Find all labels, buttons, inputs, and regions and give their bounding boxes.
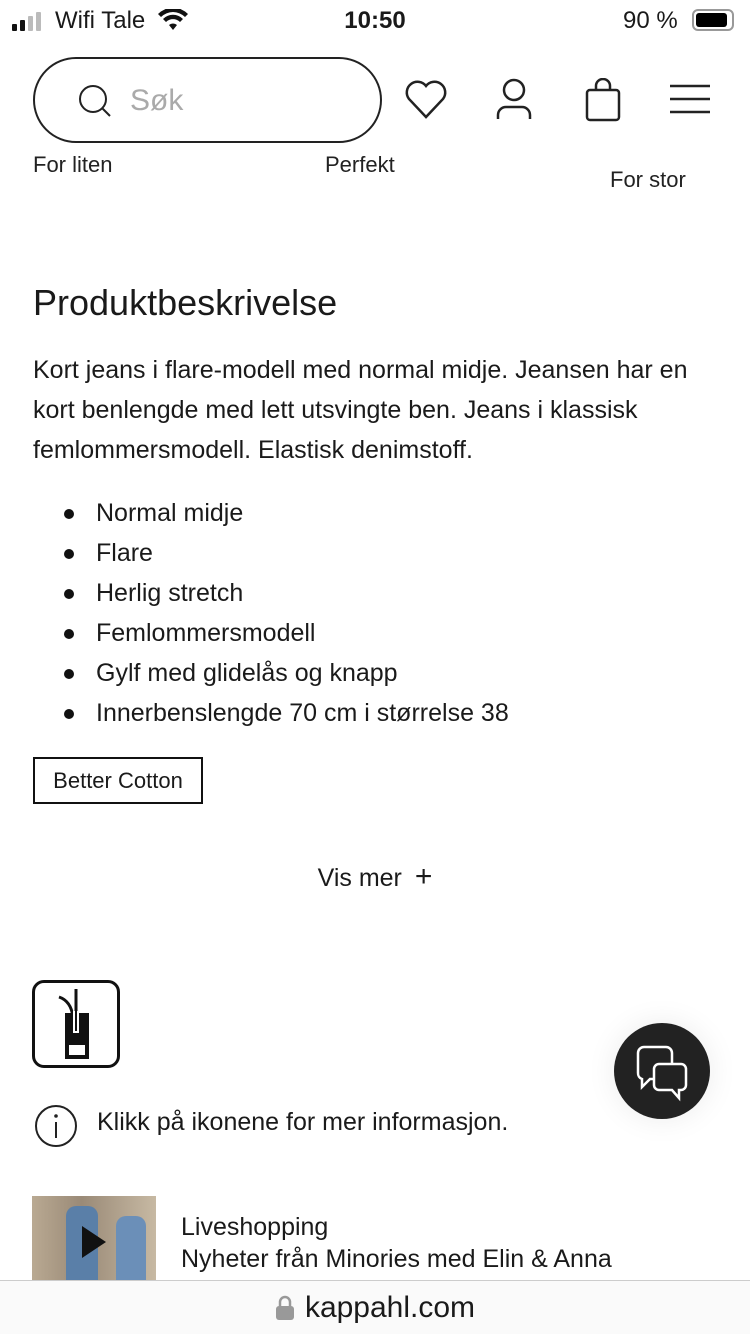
shopping-bag-icon[interactable] [584, 78, 622, 122]
list-item: Flare [96, 533, 509, 573]
account-icon[interactable] [494, 78, 534, 120]
info-icon [34, 1104, 78, 1148]
search-placeholder: Søk [130, 84, 184, 117]
better-cotton-tag[interactable]: Better Cotton [33, 757, 203, 804]
carrier: Wifi Tale [55, 7, 146, 34]
care-symbol-icon[interactable] [32, 980, 120, 1068]
feature-list [96, 493, 509, 733]
chat-button[interactable] [614, 1023, 710, 1119]
list-item: Normal midje [96, 493, 509, 533]
list-item: Innerbenslengde 70 cm i størrelse 38 [96, 693, 509, 733]
show-more-button[interactable] [0, 860, 750, 894]
plus-icon: + [414, 860, 433, 893]
size-perfect: Perfekt [325, 152, 395, 177]
battery-icon [692, 9, 734, 31]
clock: 10:50 [344, 7, 406, 34]
section-title: Produktbeskrivelse [33, 282, 338, 323]
search-icon [77, 83, 113, 119]
list-item: Herlig stretch [96, 573, 509, 613]
list-item: Femlommersmodell [96, 613, 509, 653]
info-text: Klikk på ikonene for mer informasjon. [97, 1108, 509, 1136]
chat-icon [614, 1023, 710, 1119]
play-icon [80, 1224, 108, 1260]
liveshopping-title[interactable]: Liveshopping [181, 1213, 329, 1241]
size-too-small: For liten [33, 152, 113, 177]
size-too-large: For stor [610, 167, 686, 192]
list-item: Gylf med glidelås og knapp [96, 653, 509, 693]
heart-icon[interactable] [404, 78, 448, 120]
liveshopping-thumbnail[interactable] [32, 1196, 156, 1280]
browser-url-bar[interactable] [0, 1280, 750, 1334]
product-description: Kort jeans i flare-modell med normal midje. Jeansen har en kort benlengde med lett utsvingte ben. Jeans i klassisk femlommersmodell. Elastisk denimstoff. [33, 356, 688, 464]
liveshopping-subtitle[interactable]: Nyheter från Minories med Elin & Anna [181, 1245, 612, 1273]
status-bar [0, 0, 750, 42]
menu-icon[interactable] [669, 84, 711, 116]
lock-icon [275, 1295, 295, 1321]
show-more-label: Vis mer [317, 864, 402, 892]
url-text: kappahl.com [304, 1290, 476, 1324]
battery-percent: 90 % [623, 7, 678, 34]
